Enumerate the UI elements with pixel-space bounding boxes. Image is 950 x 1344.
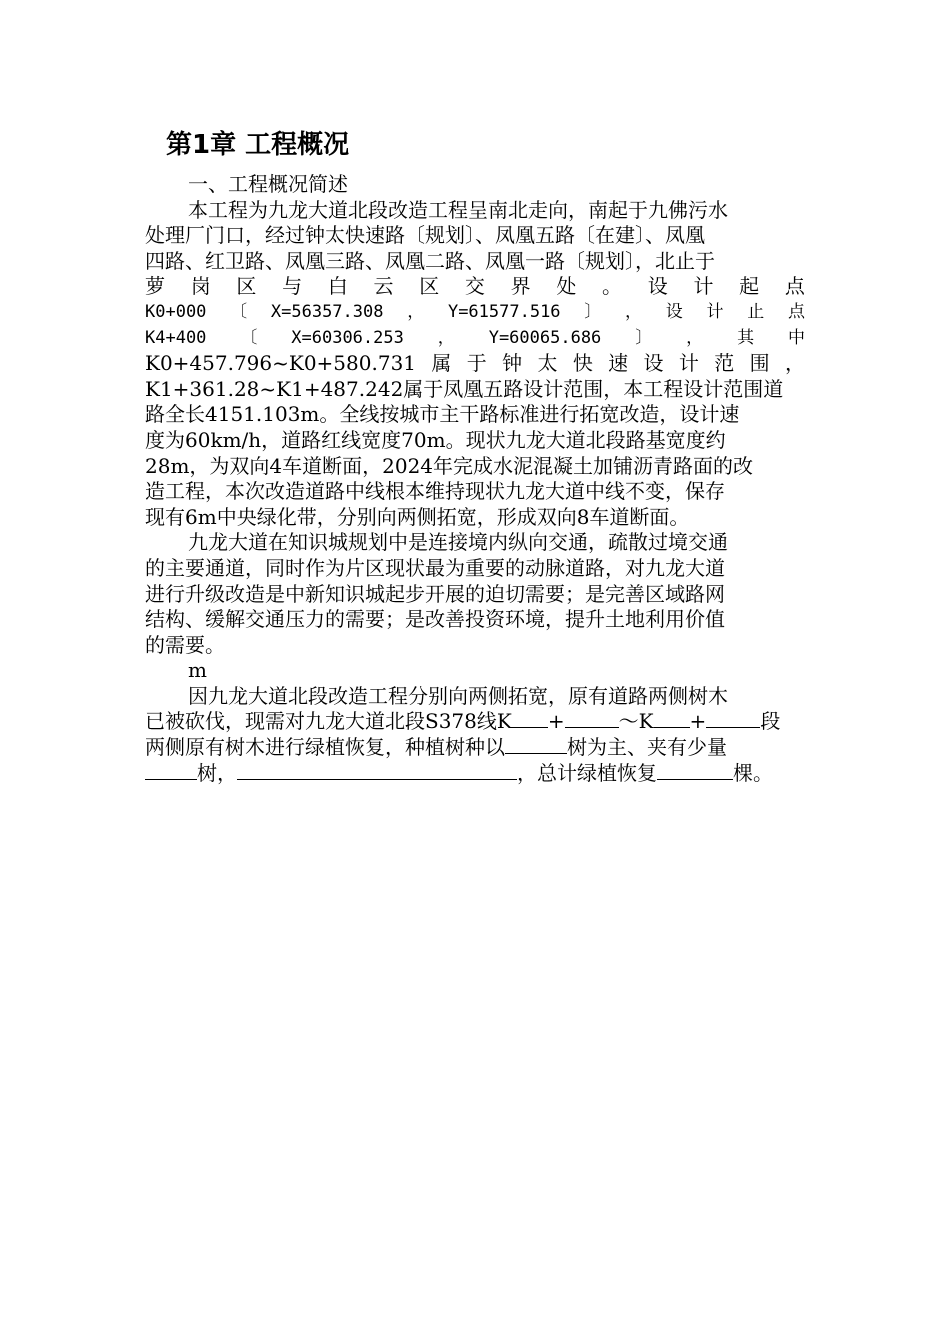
fill-in-blank-end-km[interactable] [654, 709, 690, 728]
paragraph-line: 本工程为九龙大道北段改造工程呈南北走向，南起于九佛污水 [188, 197, 728, 222]
fill-in-blank-description[interactable] [237, 761, 517, 780]
paragraph-line: 结构、缓解交通压力的需要；是改善投资环境，提升土地利用价值 [145, 607, 725, 632]
justified-word: ， [437, 327, 455, 348]
paragraph-line: 的需要。 [145, 632, 225, 657]
fill-in-blank-minor-tree[interactable] [145, 761, 197, 780]
justified-word: 中 [787, 327, 805, 348]
justified-word: 〔 [230, 301, 248, 322]
text-fragment: 段 [760, 709, 781, 734]
paragraph-line: 路全长4151.103m。全线按城市主干路标准进行拓宽改造，设计速 [145, 402, 740, 427]
justified-word: 萝 [145, 274, 165, 299]
paragraph-line: 的主要通道，同时作为片区现状最为重要的动脉道路，对九龙大道 [145, 555, 725, 580]
justified-word: 处 [556, 274, 577, 299]
paragraph-greening [145, 684, 805, 786]
paragraph-line: 度为60km/h，道路红线宽度70m。现状九龙大道北段路基宽度约 [145, 427, 726, 452]
text-fragment: ～K [618, 709, 654, 734]
justified-word: X=60306.253 [291, 327, 404, 348]
justified-word: 〕 [584, 301, 602, 322]
justified-word: 与 [282, 274, 303, 299]
justified-word: 计 [678, 351, 699, 376]
justified-word: 区 [419, 274, 440, 299]
justified-word: 止 [747, 301, 765, 322]
stray-text: m [188, 658, 207, 683]
justified-word: ， [625, 301, 643, 322]
paragraph-line: 因九龙大道北段改造工程分别向两侧拓宽，原有道路两侧树木 [188, 683, 728, 708]
justified-word: Y=60065.686 [488, 327, 602, 348]
justified-word: 云 [373, 274, 394, 299]
paragraph-line [145, 735, 805, 761]
paragraph-line-justified [145, 274, 805, 300]
justified-word: 界 [510, 274, 531, 299]
justified-word: 点 [784, 274, 805, 299]
justified-word: 范 [714, 351, 735, 376]
justified-word: 。 [602, 274, 623, 299]
paragraph-line [145, 761, 805, 787]
justified-word: ， [407, 301, 425, 322]
fill-in-blank-end-m[interactable] [706, 709, 760, 728]
paragraph-line: 四路、红卫路、凤凰三路、凤凰二路、凤凰一路〔规划〕，北止于 [145, 248, 715, 273]
text-fragment: + [547, 709, 565, 734]
justified-word: 其 [737, 327, 755, 348]
fill-in-blank-tree-count[interactable] [657, 761, 733, 780]
justified-word: 围 [749, 351, 770, 376]
fill-in-blank-start-m[interactable] [565, 709, 619, 728]
justified-word: K0+000 [145, 301, 207, 322]
justified-word: K4+400 [145, 327, 207, 348]
justified-word: 计 [706, 301, 724, 322]
paragraph-line-justified [145, 326, 805, 352]
justified-word: 点 [787, 301, 805, 322]
chapter-title: 第1章 工程概况 [166, 130, 350, 160]
justified-word: 区 [236, 274, 257, 299]
paragraph-line-justified [145, 351, 805, 377]
justified-word: ， [784, 351, 805, 376]
text-fragment: ，总计绿植恢复 [517, 760, 657, 785]
text-fragment: 已被砍伐，现需对九龙大道北段S378线K [145, 709, 512, 734]
paragraph-significance [145, 530, 805, 658]
text-fragment: 两侧原有树木进行绿植恢复，种植树种以 [145, 735, 505, 760]
justified-word: 交 [464, 274, 485, 299]
justified-word: 岗 [190, 274, 211, 299]
justified-word: 太 [537, 351, 558, 376]
fill-in-blank-start-km[interactable] [512, 709, 548, 728]
paragraph-line [145, 709, 805, 735]
text-fragment: 树为主、夹有少量 [567, 735, 727, 760]
justified-word: 于 [466, 351, 487, 376]
paragraph-line-justified [145, 300, 805, 326]
justified-word: X=56357.308 [270, 301, 384, 322]
paragraph-line: 28m，为双向4车道断面，2024年完成水泥混凝土加铺沥青路面的改 [145, 453, 754, 478]
paragraph-line: 造工程，本次改造道路中线根本维持现状九龙大道中线不变，保存 [145, 479, 725, 504]
justified-word: 设 [665, 301, 683, 322]
justified-word: 设 [647, 274, 668, 299]
justified-word: 〕 [635, 327, 653, 348]
justified-word: 计 [693, 274, 714, 299]
justified-word: 快 [572, 351, 593, 376]
paragraph-line: 处理厂门口，经过钟太快速路〔规划〕、凤凰五路〔在建〕、凤凰 [145, 223, 705, 248]
justified-word: 设 [643, 351, 664, 376]
paragraph-line: 九龙大道在知识城规划中是连接境内纵向交通，疏散过境交通 [188, 530, 728, 555]
justified-word: 〔 [240, 327, 258, 348]
justified-word: 白 [327, 274, 348, 299]
justified-word: K0+457.796~K0+580.731 [145, 351, 417, 376]
justified-word: 钟 [502, 351, 523, 376]
document-body [145, 172, 805, 786]
fill-in-blank-main-tree[interactable] [505, 735, 567, 754]
justified-word: Y=61577.516 [447, 301, 561, 322]
text-fragment: + [689, 709, 707, 734]
justified-word: 属 [431, 351, 452, 376]
section-heading: 一、工程概况简述 [188, 172, 348, 196]
paragraph-project-overview [145, 198, 805, 531]
justified-word: 起 [739, 274, 760, 299]
text-fragment: 棵。 [733, 760, 773, 785]
justified-word: 速 [608, 351, 629, 376]
paragraph-line: K1+361.28~K1+487.242属于凤凰五路设计范围，本工程设计范围道 [145, 376, 784, 401]
paragraph-line: 进行升级改造是中新知识城起步开展的迫切需要；是完善区域路网 [145, 581, 725, 606]
text-fragment: 树， [197, 760, 237, 785]
paragraph-line: 现有6m中央绿化带，分别向两侧拓宽，形成双向8车道断面。 [145, 504, 690, 529]
justified-word: ， [686, 327, 704, 348]
